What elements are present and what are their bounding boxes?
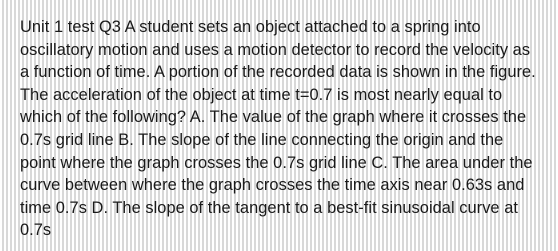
- question-text: Unit 1 test Q3 A student sets an object attached to a spring into oscillatory motion and uses a motion detector to record the velocity as a function of time. A portion of the recorded data is shown in the figure. The acceleration of the object at time t=0.7 is most nearly equal to which of the following? A. The value of the graph where it crosses the 0.7s grid line B. The slope of the line connecting the origin and the point where the graph crosses the 0.7s grid line C. The area under the curve between where the graph crosses the time axis near 0.63s and time 0.7s D. The slope of the tangent to a best-fit sinusoidal curve at 0.7s: [20, 18, 536, 240]
